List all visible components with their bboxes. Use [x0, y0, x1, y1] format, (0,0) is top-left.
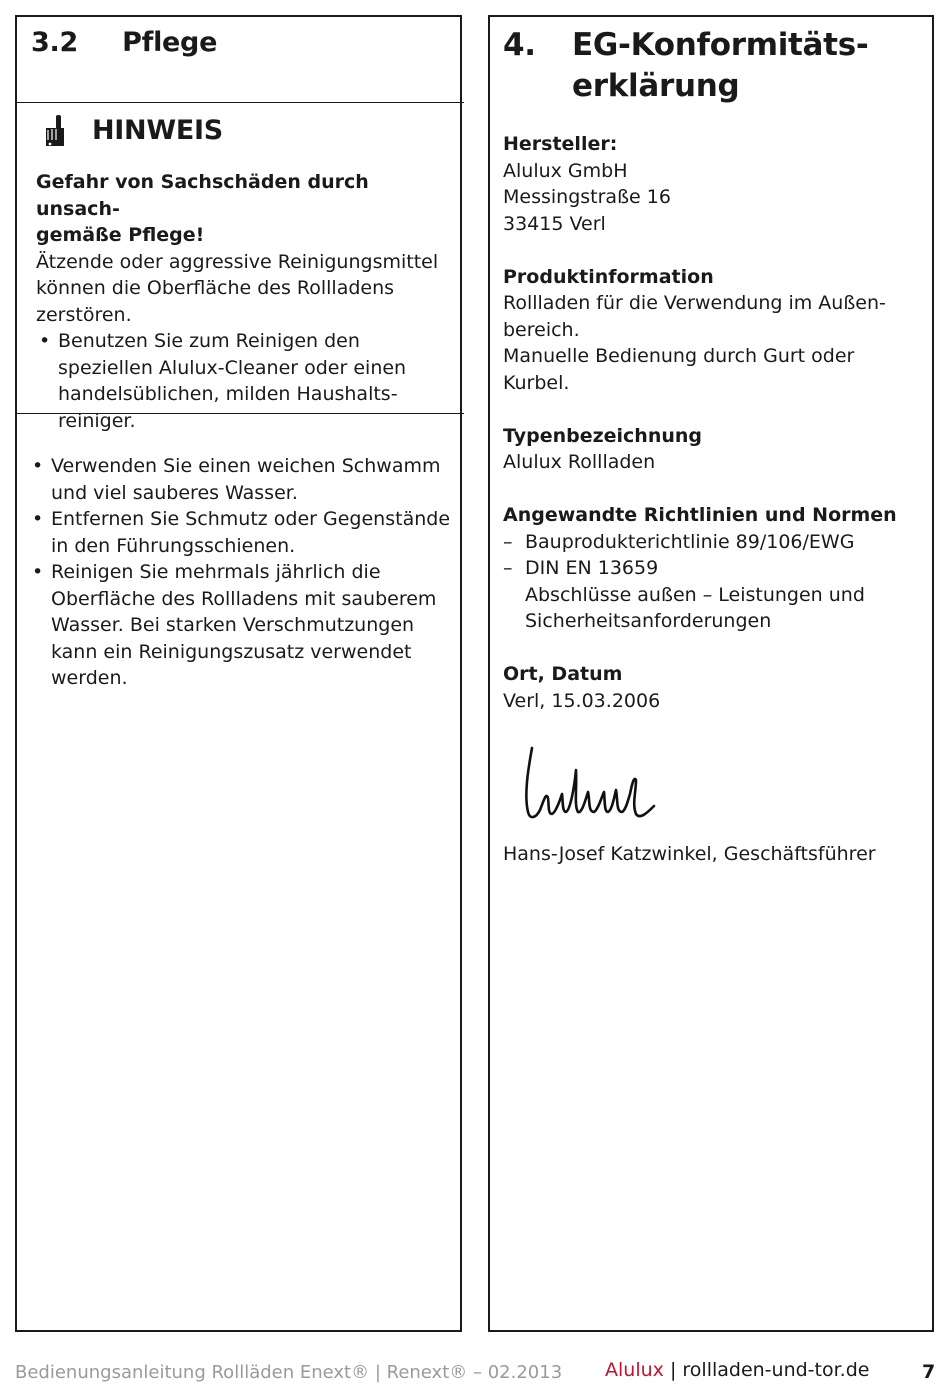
norm-line: Abschlüsse außen – Leistungen und	[525, 583, 865, 606]
manufacturer-label: Hersteller:	[503, 133, 618, 155]
footer-separator: |	[669, 1359, 677, 1381]
place-date-label: Ort, Datum	[503, 663, 623, 685]
norms-label: Angewandte Richtlinien und Normen	[503, 504, 897, 526]
manufacturer-street: Messingstraße 16	[503, 186, 671, 208]
care-line: und viel sauberes Wasser.	[51, 481, 298, 504]
care-instructions	[29, 453, 454, 692]
care-line: • Entfernen Sie Schmutz oder Gegenstände	[51, 508, 451, 530]
type-label: Typenbezeichnung	[503, 424, 703, 447]
care-line: • Verwenden Sie einen weichen Schwamm	[51, 455, 441, 477]
care-line: Oberfläche des Rollladens mit sauberem	[51, 587, 437, 610]
list-item	[29, 506, 454, 559]
notice-bullet	[36, 328, 456, 434]
product-info-line: bereich.	[503, 318, 580, 341]
section-number: 3.2	[31, 27, 78, 58]
section-number-4: 4.	[503, 27, 536, 63]
notice-bullet-line-2: speziellen Alulux-Cleaner oder einen	[58, 356, 407, 379]
manufacturer-city: 33415 Verl	[503, 212, 606, 235]
pointing-hand-icon	[44, 114, 68, 150]
notice-bullet-line-1: • Benutzen Sie zum Reinigen den	[58, 330, 360, 352]
norm-line: Sicherheitsanforderungen	[525, 610, 772, 632]
care-line: Wasser. Bei starken Verschmutzungen	[51, 614, 415, 636]
notice-bullet-line-4: reiniger.	[58, 409, 136, 432]
care-line: in den Führungsschienen.	[51, 534, 296, 557]
notice-body	[36, 169, 456, 434]
list-item	[503, 555, 923, 635]
notice-bottom-rule	[15, 413, 464, 414]
product-info-line: Rollladen für die Verwendung im Außen-	[503, 292, 886, 314]
notice-warning-line-2: gemäße Pflege!	[36, 224, 205, 246]
footer-brand: Alulux	[605, 1359, 664, 1381]
footer-website-link[interactable]: rollladen-und-tor.de	[682, 1359, 870, 1381]
product-info-label: Produktinformation	[503, 265, 714, 288]
signature-caption: Hans-Josef Katzwinkel, Geschäftsführer	[503, 843, 876, 865]
product-info-line: Kurbel.	[503, 371, 570, 394]
title-line-2: erklärung	[572, 68, 740, 104]
section-heading-pflege	[31, 27, 217, 58]
page-number: 7	[922, 1361, 936, 1383]
care-line: werden.	[51, 667, 128, 689]
care-line: • Reinigen Sie mehrmals jährlich die	[51, 561, 381, 583]
footer-document-info: Bedienungsanleitung Rollläden Enext® | Renext® – 02.2013	[15, 1362, 563, 1383]
section-title: Pflege	[122, 27, 218, 58]
notice-warning-line-1: Gefahr von Sachschäden durch unsach-	[36, 171, 369, 220]
notice-heading: HINWEIS	[92, 115, 223, 146]
norm-line: – Bauprodukterichtlinie 89/106/EWG	[525, 530, 855, 553]
norms-list	[503, 529, 923, 635]
title-line-1: EG-Konformitäts-	[572, 27, 869, 63]
place-date-value: Verl, 15.03.2006	[503, 689, 661, 712]
notice-text-line-2: können die Oberfläche des Rollladens	[36, 277, 395, 299]
section-title-conformity	[572, 25, 868, 107]
list-item	[29, 559, 454, 692]
norm-line: – DIN EN 13659	[525, 557, 659, 579]
care-bullet-list	[29, 453, 454, 692]
footer-brand-block	[605, 1359, 869, 1381]
product-info-line: Manuelle Bedienung durch Gurt oder	[503, 345, 855, 367]
list-item	[503, 529, 923, 556]
list-item	[29, 453, 454, 506]
manufacturer-name: Alulux GmbH	[503, 159, 628, 182]
care-line: kann ein Reinigungszusatz verwendet	[51, 640, 412, 663]
notice-text-line-1: Ätzende oder aggressive Reinigungsmittel	[36, 250, 439, 273]
signature-image	[518, 740, 668, 830]
conformity-body	[503, 131, 923, 714]
notice-bullet-list	[36, 328, 456, 434]
notice-top-rule	[15, 102, 464, 103]
notice-bullet-line-3: handelsüblichen, milden Haushalts-	[58, 383, 398, 405]
notice-text-line-3: zerstören.	[36, 303, 132, 326]
type-value: Alulux Rollladen	[503, 451, 656, 473]
